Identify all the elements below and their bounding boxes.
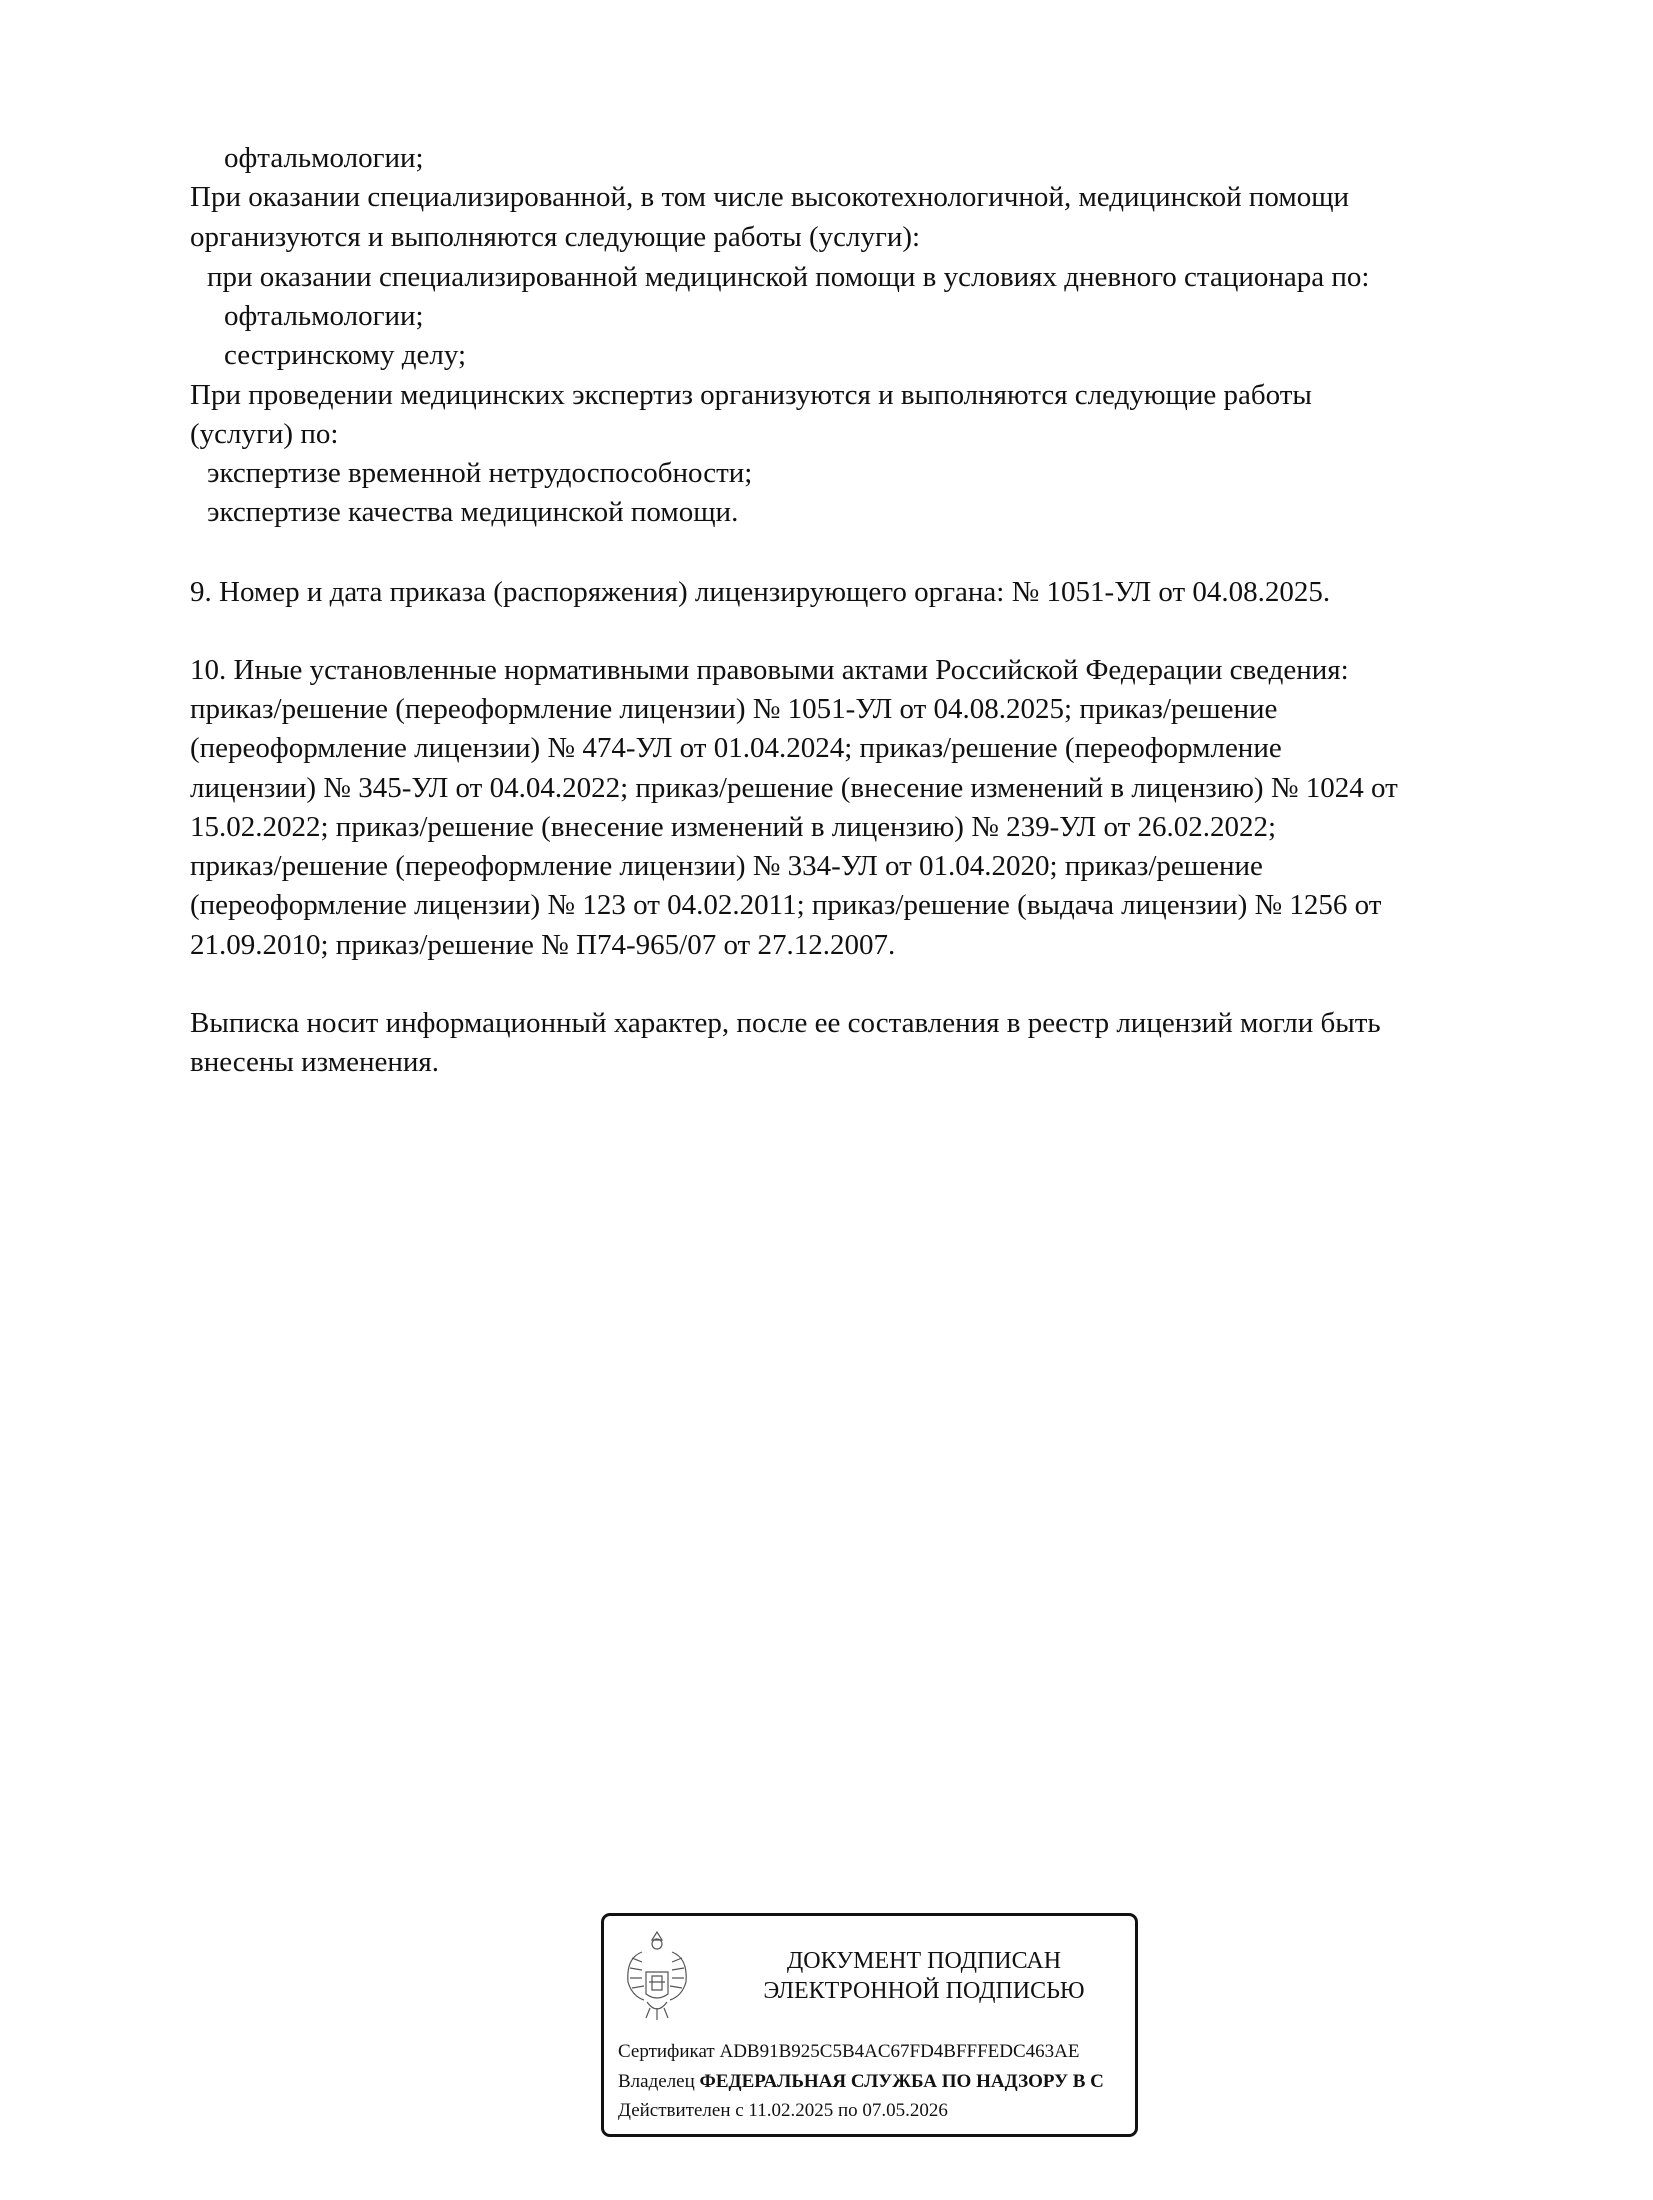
certificate-value: ADB91B925C5B4AC67FD4BFFFEDC463AE [719, 2041, 1080, 2062]
coat-of-arms-emblem-icon [622, 1928, 692, 2028]
text-line: при оказании специализированной медицинской помощи в условиях дневного стационара по: [207, 261, 1370, 293]
text-line: (услуги) по: [190, 418, 339, 450]
text-line: приказ/решение (переоформление лицензии) № 334-УЛ от 01.04.2020; приказ/решение [190, 850, 1263, 882]
text-line: (переоформление лицензии) № 123 от 04.02.2011; приказ/решение (выдача лицензии) № 1256 от [190, 889, 1382, 921]
text-line: экспертизе временной нетрудоспособности; [207, 457, 753, 489]
text-line: 15.02.2022; приказ/решение (внесение изменений в лицензию) № 239-УЛ от 26.02.2022; [190, 811, 1277, 843]
owner-label: Владелец [618, 2071, 695, 2092]
text-line: 10. Иные установленные нормативными правовыми актами Российской Федерации сведения: [190, 654, 1349, 686]
text-line: 21.09.2010; приказ/решение № П74-965/07 от 27.12.2007. [190, 929, 896, 961]
text-line: офтальмологии; [224, 300, 424, 332]
text-line: (переоформление лицензии) № 474-УЛ от 01.04.2024; приказ/решение (переоформление [190, 732, 1282, 764]
text-line: приказ/решение (переоформление лицензии) № 1051-УЛ от 04.08.2025; приказ/решение [190, 693, 1278, 725]
text-line: сестринскому делу; [224, 339, 467, 371]
order-number-line: 9. Номер и дата приказа (распоряжения) лицензирующего органа: № 1051-УЛ от 04.08.2025. [190, 576, 1331, 608]
stamp-title [724, 1946, 1124, 2006]
text-line: организуются и выполняются следующие работы (услуги): [190, 221, 921, 253]
text-line: При оказании специализированной, в том числе высокотехнологичной, медицинской помощи [190, 181, 1350, 213]
electronic-signature-stamp [601, 1913, 1138, 2137]
disclaimer-line: внесены изменения. [190, 1046, 439, 1078]
owner-value: ФЕДЕРАЛЬНАЯ СЛУЖБА ПО НАДЗОРУ В С [699, 2071, 1104, 2092]
stamp-title-line: ДОКУМЕНТ ПОДПИСАН [786, 1948, 1062, 1974]
text-line: лицензии) № 345-УЛ от 04.04.2022; приказ/решение (внесение изменений в лицензию) № 1024 от [190, 772, 1398, 804]
disclaimer-line: Выписка носит информационный характер, после ее составления в реестр лицензий могли быть [190, 1007, 1381, 1039]
text-line: При проведении медицинских экспертиз организуются и выполняются следующие работы [190, 379, 1312, 411]
owner-line [618, 2071, 1104, 2093]
certificate-line [618, 2041, 1080, 2063]
text-line: экспертизе качества медицинской помощи. [207, 496, 739, 528]
text-line: офтальмологии; [224, 142, 424, 174]
stamp-title-line: ЭЛЕКТРОННОЙ ПОДПИСЬЮ [763, 1978, 1085, 2004]
validity-line: Действителен с 11.02.2025 по 07.05.2026 [618, 2100, 948, 2121]
certificate-label: Сертификат [618, 2041, 715, 2062]
